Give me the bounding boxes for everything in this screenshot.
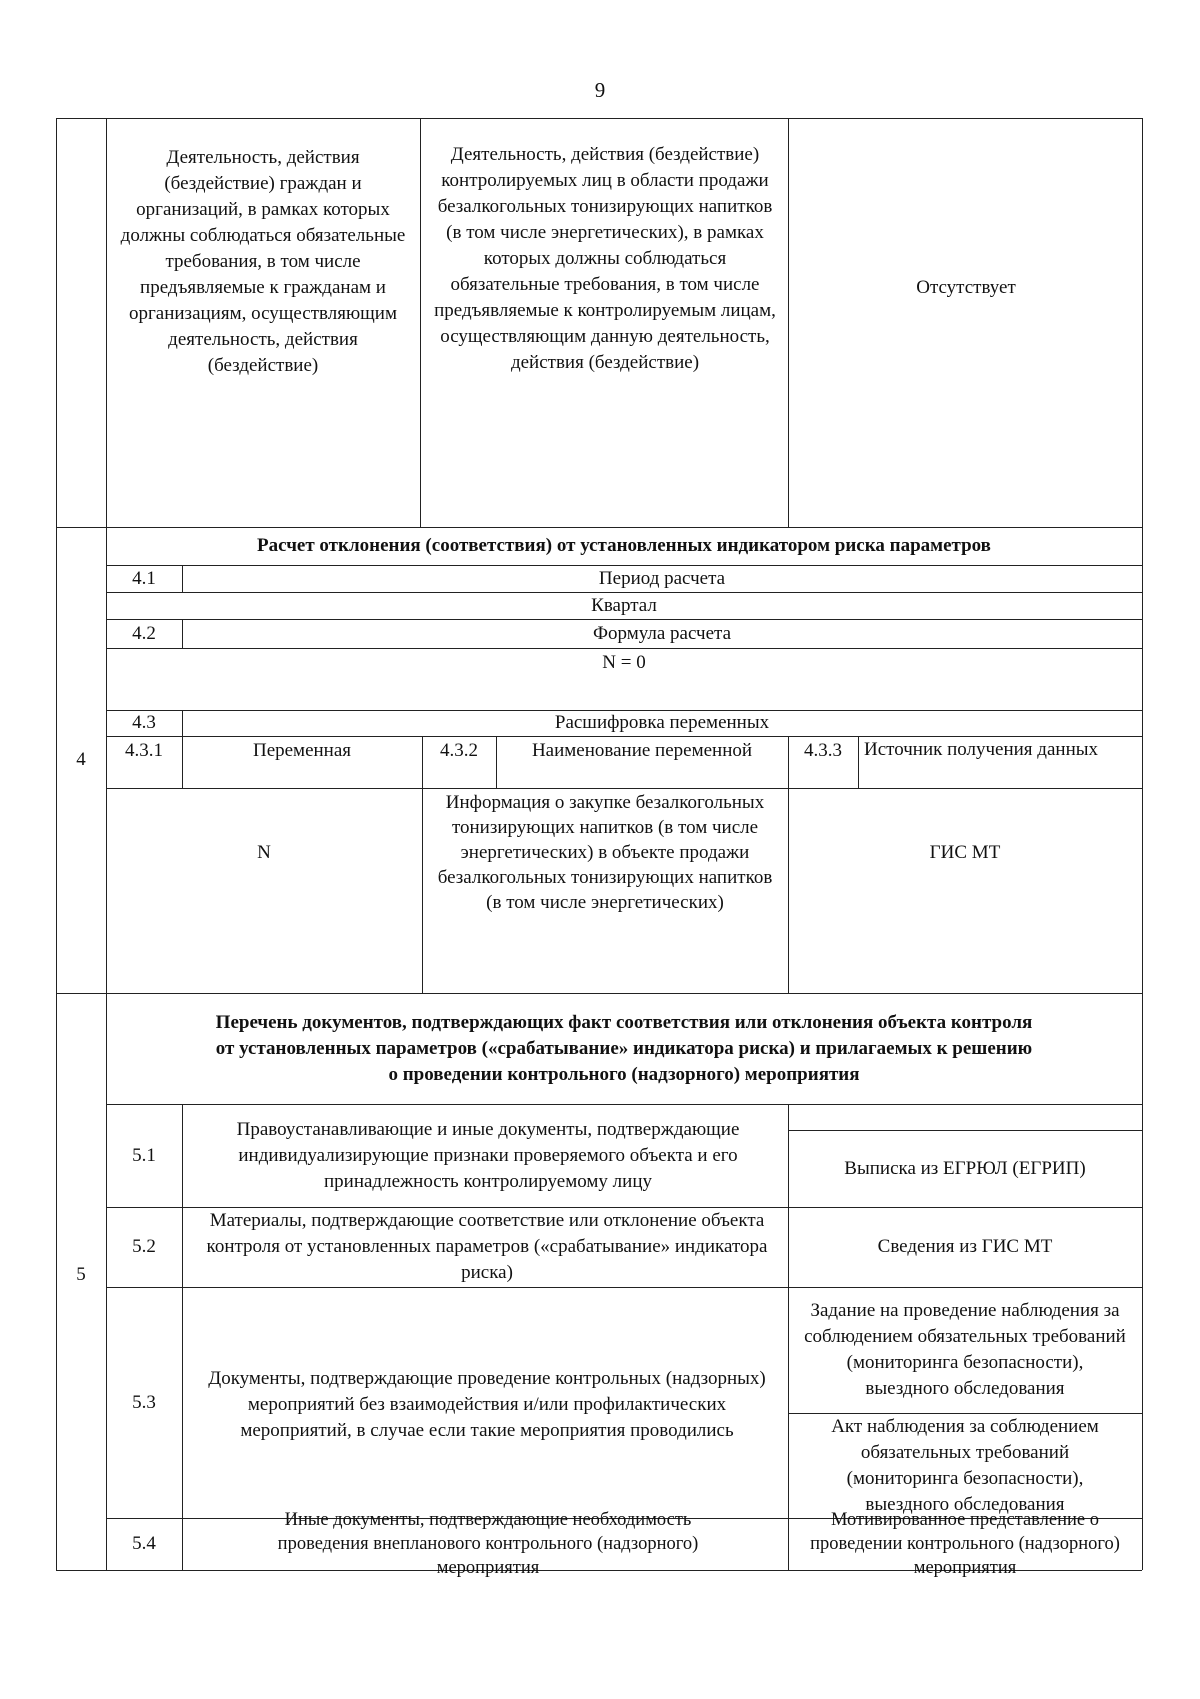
row-4-1-label: Период расчета [598,567,726,589]
section-4-number: 4 [76,749,86,770]
section-5-title-line-3: о проведении контрольного (надзорного) мероприятия [388,1064,860,1085]
header-4-3-1-number: 4.3.1 [125,740,163,761]
row-4-2-label: Формула расчета [592,622,732,644]
row-4-1-number: 4.1 [132,567,156,589]
row-4-1-value: Квартал [591,594,657,616]
row-5-4-description: Иные документы, подтверждающие необходимость проведения внепланового контрольного (надзорного) мероприятия [277,1510,699,1578]
row-5-2-description: Материалы, подтверждающие соответствие или отклонение объекта контроля от установленных параметров («срабатывание» индикатора риска) [206,1210,768,1283]
header-4-3-2-number: 4.3.2 [440,740,478,761]
row-5-4-document: Мотивированное представление о проведении контрольного (надзорного) мероприятия [810,1510,1120,1578]
row-5-3-document-task: Задание на проведение наблюдения за соблюдением обязательных требований (мониторинга безопасности), выездного обследования [804,1300,1126,1399]
variable-n: N [257,842,271,863]
row-5-1-number: 5.1 [132,1144,156,1166]
row-4-2-number: 4.2 [132,622,156,644]
section-4-title: Расчет отклонения (соответствия) от установленных индикатором риска параметров [257,535,991,556]
formula-value: N = 0 [602,652,646,673]
row-5-1-document: Выписка из ЕГРЮЛ (ЕГРИП) [844,1157,1086,1179]
row-5-3-description: Документы, подтверждающие проведение контрольных (надзорных) мероприятий без взаимодействия и/или профилактических мероприятий, в случае если такие мероприятия проводились [208,1368,766,1441]
row-5-3-document-act: Акт наблюдения за соблюдением обязательных требований (мониторинга безопасности), выездного обследования [831,1415,1099,1515]
section-5-title-line-2: от установленных параметров («срабатывание» индикатора риска) и прилагаемых к решению [215,1038,1033,1059]
row-5-3-number: 5.3 [132,1391,156,1413]
absent-value: Отсутствует [916,277,1016,298]
activity-controlled: Деятельность, действия (бездействие) контролируемых лиц в области продажи безалкогольных тонизирующих напитков (в том числе энергетических), в рамках которых должны соблюдаться обязательные требования, в том числе предъявляемые к контролируемым лицам, осуществляющим данную деятельность, действия (бездействие) [434,144,776,373]
page-number: 9 [594,78,606,102]
row-4-3-number: 4.3 [132,712,156,733]
activity-general: Деятельность, действия (бездействие) граждан и организаций, в рамках которых должны соблюдаться обязательные требования, в том числе предъявляемые к гражданам и организациям, осуществляющим деятельность, действия (бездействие) [120,147,406,376]
header-4-3-3-number: 4.3.3 [804,740,842,761]
section-5-number: 5 [76,1264,86,1285]
variable-n-description: Информация о закупке безалкогольных тонизирующих напитков (в том числе энергетических) в объекте продажи безалкогольных тонизирующих напитков (в том числе энергетических) [437,792,773,913]
row-5-2-document: Сведения из ГИС МТ [877,1236,1053,1257]
row-5-1-description: Правоустанавливающие и иные документы, подтверждающие индивидуализирующие признаки проверяемого объекта и его принадлежность контролируемому лицу [236,1118,740,1192]
row-4-3-label: Расшифровка переменных [554,712,770,733]
section-5-title-line-1: Перечень документов, подтверждающих факт соответствия или отклонения объекта контроля [215,1012,1033,1033]
variable-n-source: ГИС МТ [929,842,1001,863]
header-variable: Переменная [252,740,352,761]
header-variable-name: Наименование переменной [531,740,753,761]
header-data-source: Источник получения данных [864,739,1099,760]
row-5-2-number: 5.2 [132,1236,156,1257]
row-5-4-number: 5.4 [132,1533,156,1554]
